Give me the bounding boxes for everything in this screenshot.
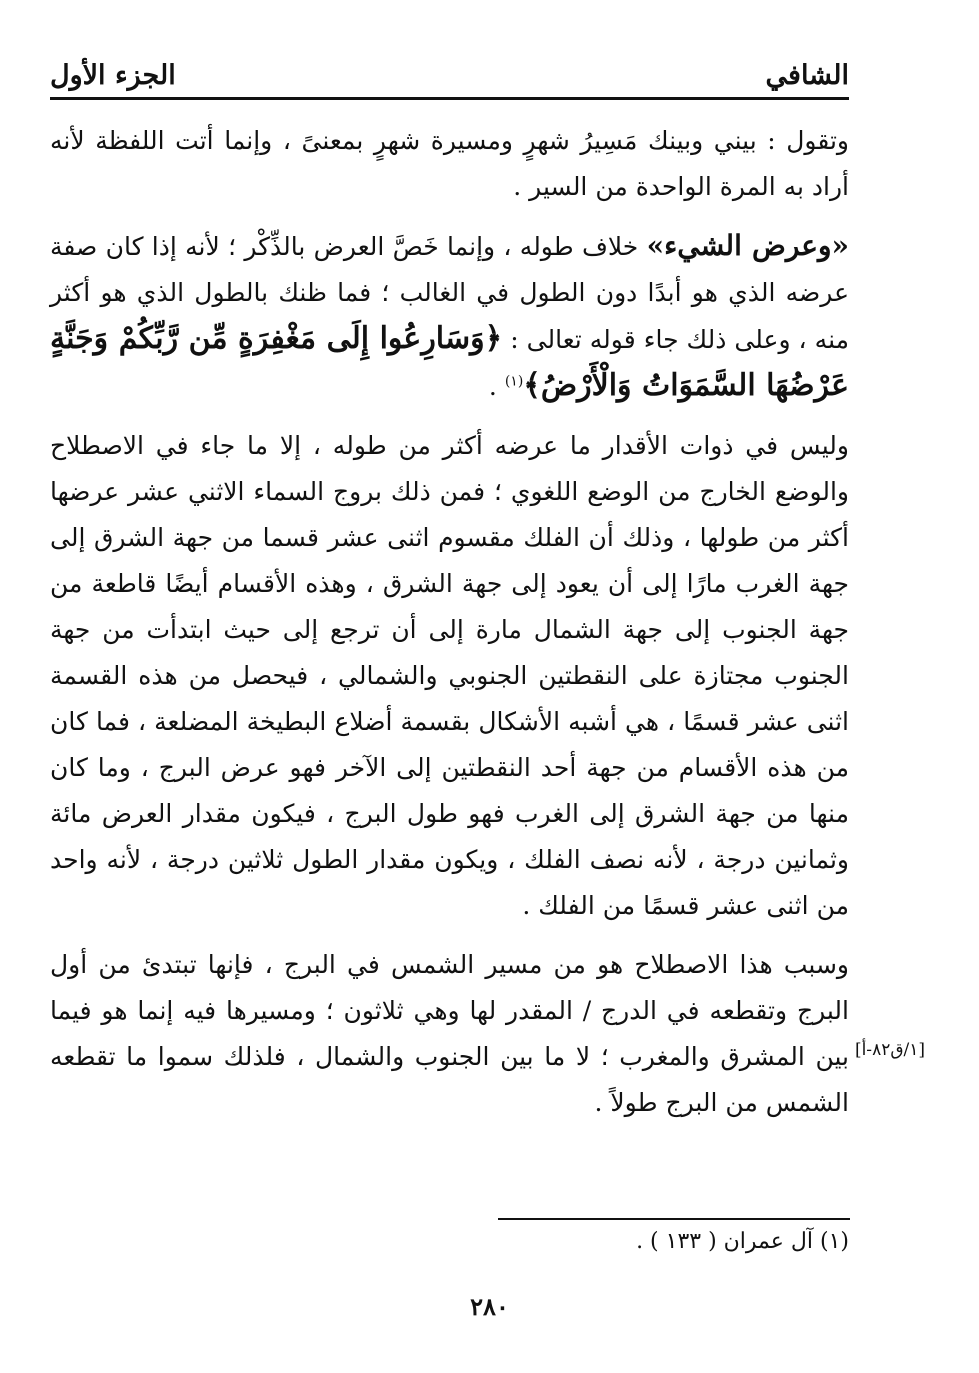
paragraph-2 <box>50 223 849 410</box>
manuscript-folio-note: [١/ق٨٢-أ] <box>854 1040 926 1060</box>
footnote-rule <box>498 1218 850 1220</box>
paragraph-3: وليس في ذوات الأقدار ما عرضه أكثر من طوله ، إلا ما جاء في الاصطلاح والوضع الخارج من الوضع اللغوي ؛ فمن ذلك بروج السماء الاثني عشر عرضها أكثر من طولها ، وذلك أن الفلك مقسوم اثنى عشر قسما من جهة الشرق إلى جهة الغرب مارًا إلى أن يعود إلى جهة الشرق ، وهذه الأقسام أيضًا قاطعة من جهة الجنوب إلى جهة الشمال مارة إلى أن ترجع إلى حيث ابتدأت من جهة الجنوب مجتازة على النقطتين الجنوبي والشمالي ، فيحصل من هذه القسمة اثنى عشر قسمًا ، هي أشبه الأشكال بقسمة أضلاع البطيخة المضلعة ، فما كان من هذه الأقسام من جهة أحد النقطتين إلى الآخر فهو عرض البرج ، وما كان منها من جهة الشرق إلى الغرب فهو طول البرج ، فيكون مقدار العرض مائة وثمانين درجة ، لأنه نصف الفلك ، ويكون مقدار الطول ثلاثين درجة ، لأنه واحد من اثنى عشر قسمًا من الفلك . <box>50 431 849 920</box>
footnote-marker[interactable]: (١) <box>504 373 524 390</box>
paragraph-2-text: خلاف طوله ، وإنما خَصَّ العرض بالذِّكْر ؛ لأنه إذا كان صفة عرضه الذي هو أبدًا دون الطول في الغالب ؛ فما ظنك بالطول الذي هو أكثر منه ، وعلى ذلك جاء قوله تعالى : <box>50 232 849 354</box>
header-rule <box>50 97 849 100</box>
page-body <box>50 118 849 1139</box>
paragraph-4: وسبب هذا الاصطلاح هو من مسير الشمس في البرج ، فإنها تبتدئ من أول البرج وتقطعه في الدرج / المقدر لها وهي ثلاثون ؛ ومسيرها فيه إنما هو فيما بين المشرق والمغرب ؛ لا ما بين الجنوب والشمال ، فلذلك سموا ما تقطعه الشمس من البرج طولاً . <box>50 950 849 1117</box>
quran-verse: ﴿وَسَارِعُوا إِلَى مَغْفِرَةٍ مِّن رَّبِّكُمْ وَجَنَّةٍ عَرْضُهَا السَّمَوَاتُ وَالْأَرْضُ﴾ <box>50 321 849 403</box>
footnote: (١) آل عمران ( ١٣٣ ) . <box>636 1229 849 1254</box>
paragraph-1: وتقول : بيني وبينك مَسِيرُ شهرٍ ومسيرة شهرٍ بمعنىً ، وإنما أتت اللفظة لأنه أراد به المرة الواحدة من السير . <box>50 126 849 201</box>
volume-label: الجزء الأول <box>50 60 176 91</box>
paragraph-2-end: . <box>488 372 505 401</box>
page-number: ٢٨٠ <box>470 1292 509 1321</box>
running-header <box>50 48 849 100</box>
book-title: الشافي <box>765 60 849 91</box>
lemma-term: «وعرض الشيء» <box>646 229 850 262</box>
